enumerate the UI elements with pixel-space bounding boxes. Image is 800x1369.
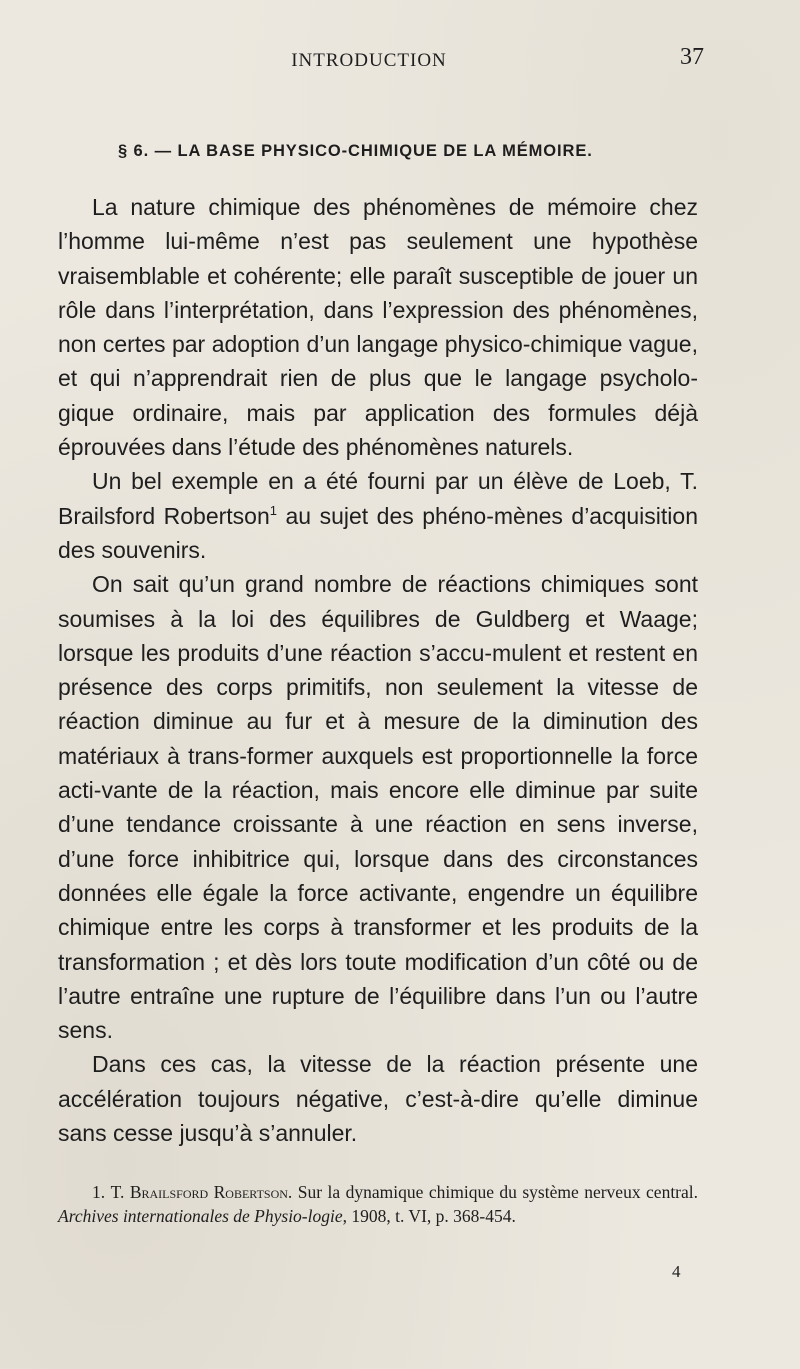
paragraph-4: Dans ces cas, la vitesse de la réaction présente une accélération toujours négative, c’est-à-dire qu’elle diminue sans cesse jusqu’à s’annuler. <box>58 1051 698 1147</box>
footnote-title: Sur la dynamique chimique du système nerveux central. <box>297 1182 699 1202</box>
paragraph-3: On sait qu’un grand nombre de réactions chimiques sont soumises à la loi des équilibres de Guldberg et Waage; lorsque les produits d’une réaction s’accu-mulent et restent en présence des corps primitifs, non seulement la vitesse de réaction diminue au fur et à mesure de la diminution des matériaux à trans-former auxquels est proportionnelle la force acti-vante de la réaction, mais encore elle diminue par suite d’une tendance croissante à une réaction en sens inverse, d’une force inhibitrice qui, lorsque dans des circonstances données elle égale la force activante, engendre un équilibre chimique entre les corps à transformer et les produits de la transformation ; et dès lors toute modification d’un côté ou de l’autre entraîne une rupture de l’équilibre dans l’un ou l’autre sens. <box>58 571 698 1044</box>
footnote-reference: 1 <box>269 502 277 518</box>
footnote-details: , 1908, t. VI, p. 368-454. <box>342 1206 516 1226</box>
footnote-number: 1. <box>92 1182 106 1202</box>
footnote-journal: Archives internationales de Physio-logie <box>58 1206 343 1226</box>
body-text <box>58 190 698 1150</box>
signature-mark: 4 <box>672 1262 681 1281</box>
paragraph-2-text-before: Un bel exemple en a été fourni par un élève de Loeb, T. Brailsford Robertson <box>58 468 698 529</box>
paragraph-1: La nature chimique des phénomènes de mémoire chez l’homme lui-même n’est pas seulement une hypothèse vraisemblable et cohérente; elle paraît susceptible de jouer un rôle dans l’interprétation, dans l’expression des phénomènes, non certes par adoption d’un langage physico-chimique vague, et qui n’apprendrait rien de plus que le langage psycholo-gique ordinaire, mais par application des formules déjà éprouvées dans l’étude des phénomènes naturels. <box>58 194 698 461</box>
running-title: INTRODUCTION <box>291 50 447 71</box>
section-heading: § 6. — LA BASE PHYSICO-CHIMIQUE DE LA MÉMOIRE. <box>118 142 593 160</box>
paragraph-2 <box>58 464 698 567</box>
paragraph-2-text-after: au sujet des phéno-mènes d’acquisition des souvenirs. <box>58 502 698 563</box>
running-head <box>0 44 800 84</box>
footnote-author: T. Brailsford Robertson <box>110 1182 288 1202</box>
footnote-1: 1. T. Brailsford Robertson. Sur la dynamique chimique du système nerveux central. Archives internationales de Physio-logie, 1908, t. VI, p. 368-454. <box>58 1182 699 1226</box>
footnotes <box>58 1180 698 1228</box>
page-number: 37 <box>680 44 704 70</box>
